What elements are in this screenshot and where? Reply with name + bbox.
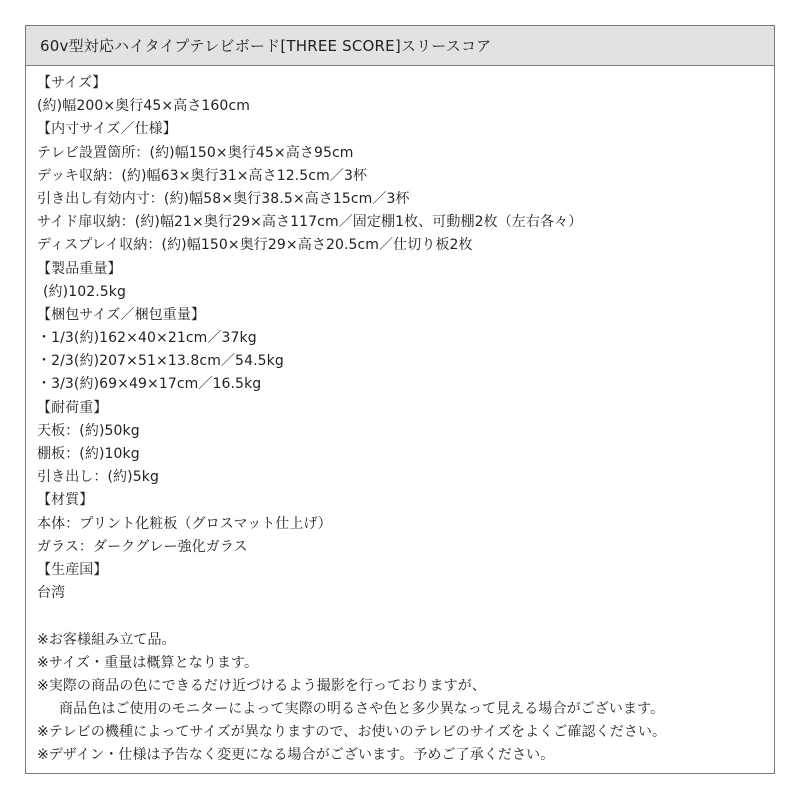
section-heading-size: 【サイズ】: [37, 75, 107, 91]
section-heading-inner-size: 【内寸サイズ／仕様】: [37, 121, 177, 138]
section-heading-weight: 【製品重量】: [37, 260, 122, 277]
top-board-load-line: 天板：(約)50kg: [37, 422, 140, 439]
tv-space-line: テレビ設置箇所：(約)幅150×奥行45×高さ95cm: [37, 144, 354, 161]
section-heading-package: 【梱包サイズ／梱包重量】: [37, 306, 206, 323]
shelf-load-line: 棚板：(約)10kg: [37, 446, 140, 462]
origin-line: 台湾: [37, 585, 66, 602]
side-door-storage-line: サイド扉収納：(約)幅21×奥行29×高さ117cm／固定棚1枚、可動棚2枚（左右各々）: [37, 214, 583, 231]
section-heading-material: 【材質】: [37, 492, 94, 509]
note-design-change: ※デザイン・仕様は予告なく変更になる場合がございます。予めご了承ください。: [37, 747, 555, 764]
note-color-1: ※実際の商品の色にできるだけ近づけるよう撮影を行っておりますが、: [37, 677, 486, 694]
glass-material-line: ガラス：ダークグレー強化ガラス: [37, 538, 248, 555]
drawer-inner-line: 引き出し有効内寸：(約)幅58×奥行38.5×高さ15cm／3杯: [37, 190, 410, 207]
deck-storage-line: デッキ収納：(約)幅63×奥行31×高さ12.5cm／3杯: [37, 167, 368, 184]
blank-spacer: [37, 605, 774, 628]
header-bar: [26, 26, 774, 66]
spec-card: [25, 25, 775, 774]
drawer-load-line: 引き出し：(約)5kg: [37, 469, 159, 486]
spec-content: [26, 66, 774, 768]
product-title: 60v型対応ハイタイプテレビボード[THREE SCORE]スリースコア: [40, 37, 492, 55]
section-heading-load: 【耐荷重】: [37, 399, 108, 416]
body-material-line: 本体：プリント化粧板（グロスマット仕上げ）: [37, 515, 332, 532]
package-line-1: ・1/3(約)162×40×21cm／37kg: [37, 330, 257, 347]
note-tv-model: ※テレビの機種によってサイズが異なりますので、お使いのテレビのサイズをよくご確認ください。: [37, 724, 667, 741]
note-assembly: ※お客様組み立て品。: [37, 631, 176, 648]
section-heading-origin: 【生産国】: [37, 561, 108, 578]
note-color-2: 商品色はご使用のモニターによって実際の明るさや色と多少異なって見える場合がございます。: [59, 701, 665, 718]
display-storage-line: ディスプレイ収納：(約)幅150×奥行29×高さ20.5cm／仕切り板2枚: [37, 237, 473, 254]
package-line-2: ・2/3(約)207×51×13.8cm／54.5kg: [37, 353, 284, 370]
product-weight-line: (約)102.5kg: [43, 283, 126, 300]
overall-size-line: (約)幅200×奥行45×高さ160cm: [37, 98, 250, 115]
note-approximate: ※サイズ・重量は概算となります。: [37, 654, 259, 671]
package-line-3: ・3/3(約)69×49×17cm／16.5kg: [37, 376, 262, 393]
